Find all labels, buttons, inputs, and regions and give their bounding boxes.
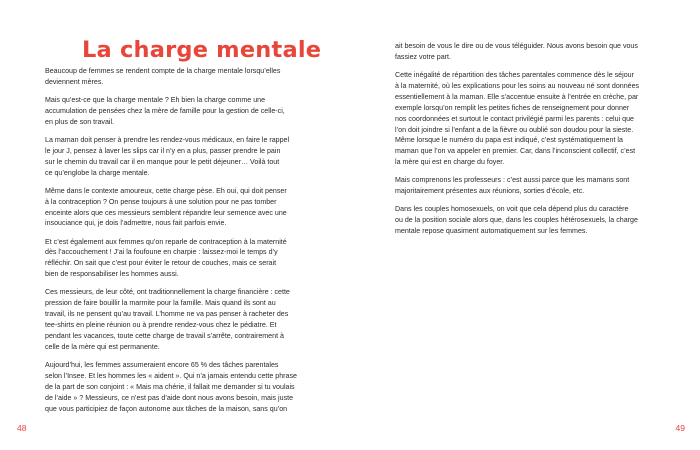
text-line: mentale repose quasiment automatiquement sur les femmes. [395, 227, 588, 236]
text-line: réfléchir. On sait que c’est pour éviter le retour de couches, mais ce serait [45, 259, 277, 268]
paragraph [45, 66, 318, 88]
text-line: insouciance qui, je dois l’admettre, nous fait parfois envie. [45, 219, 227, 228]
page-number-right: 49 [675, 423, 685, 433]
page-number-left: 48 [17, 423, 27, 433]
text-line: sur le chemin du travail car il en manque pour le petit déjeuner… Voilà tout [45, 157, 280, 166]
paragraph [395, 41, 668, 63]
text-line: nos coordonnées et surtout le contact privilégié parmi les parents : celui que [395, 114, 634, 123]
text-line: fassiez votre part. [395, 52, 451, 61]
text-line: maman que l’on va appeler en premier. Car, dans l’inconscient collectif, c’est [395, 147, 636, 156]
text-line: Même lorsque le numéro du papa est indiqué, c’est systématiquement la [395, 136, 623, 145]
chapter-title: La charge mentale [82, 37, 322, 63]
text-line: exemple lorsqu’on remplit les petites fiches de renseignement pour donner [395, 103, 630, 112]
text-line: travail, ils ne pensent qu’au travail. L’homme ne va pas penser à racheter des [45, 310, 289, 319]
paragraph [395, 70, 668, 168]
text-line: de la part de son conjoint : « Mais ma chérie, il fallait me demander si tu voulais [45, 382, 295, 391]
text-line: Et c’est également aux femmes qu’on reparle de contraception à la maternité [45, 237, 287, 246]
text-line: pression de faire bouillir la marmite pour la famille. Mais quand ils sont au [45, 299, 276, 308]
text-line: dès l’accouchement ! J’ai la foufoune en charpie : laissez-moi le temps d’y [45, 248, 278, 257]
text-line: ce qu’englobe la charge mentale. [45, 168, 150, 177]
paragraph [45, 237, 318, 281]
paragraph [45, 135, 318, 179]
text-line: accumulation de pensées chez la mère de famille pour la gestion de celle-ci, [45, 106, 285, 115]
text-line: Mais qu’est-ce que la charge mentale ? Eh bien la charge comme une [45, 96, 266, 104]
text-line: ou de la position sociale alors que, dans les couples hétérosexuels, la charge [395, 216, 638, 225]
text-line: en plus de son travail. [45, 117, 115, 126]
text-line: le jour J, pensez à laver les slips car il n’y en a plus, passer prendre le pain [45, 146, 281, 155]
text-line: ait besoin de vous le dire ou de vous téléguider. Nous avons besoin que vous [395, 42, 638, 50]
text-line: de l’aide » ? Messieurs, ce n’est pas d’aide dont nous avons besoin, mais juste [45, 393, 294, 402]
text-line: celle de la mère qui est permanente. [45, 342, 160, 351]
text-line: bien de responsabiliser les hommes aussi. [45, 270, 179, 279]
text-line: à la maternité, où les explications pour les soins au nouveau né sont données [395, 81, 640, 90]
right-text-column [395, 41, 668, 244]
text-line: La maman doit penser à prendre les rendez-vous médicaux, en faire le rappel [45, 135, 290, 144]
text-line: enceinte alors que ces messieurs semblent répandre leur semence avec une [45, 208, 287, 217]
paragraph [45, 360, 318, 415]
text-line: Dans les couples homosexuels, on voit que cela dépend plus du caractère [395, 205, 629, 214]
paragraph [395, 204, 668, 237]
text-line: l’on doit joindre si l’enfant a de la fièvre ou oublié son doudou pour la sieste. [395, 125, 634, 134]
right-page [350, 0, 700, 450]
left-text-column [45, 66, 318, 422]
text-line: selon l’Insee. Et les hommes les « aident ». Qui n’a jamais entendu cette phrase [45, 371, 297, 380]
text-line: essentiellement à la maman. Elle s’accentue ensuite à l’entrée en crèche, par [395, 92, 639, 101]
text-line: Même dans le contexte amoureux, cette charge pèse. Eh oui, qui doit penser [45, 186, 287, 195]
text-line: à la contraception ? On pense toujours à une solution pour ne pas tomber [45, 197, 277, 206]
paragraph [395, 175, 668, 197]
paragraph [45, 186, 318, 230]
text-line: Beaucoup de femmes se rendent compte de la charge mentale lorsqu’elles [45, 67, 281, 75]
text-line: Cette inégalité de répartition des tâches parentales commence dès le séjour [395, 71, 634, 79]
text-line: la mère qui est en charge du foyer. [395, 158, 505, 167]
text-line: Mais comprenons les professeurs : c’est aussi parce que les mamans sont [395, 176, 630, 185]
paragraph [45, 287, 318, 352]
text-line: Aujourd’hui, les femmes assumeraient encore 65 % des tâches parentales [45, 360, 279, 369]
text-line: pendant les vacances, toute cette charge de travail s’arrête, contrairement à [45, 331, 284, 340]
text-line: tee-shirts en pleine réunion ou à prendre rendez-vous chez le pédiatre. Et [45, 321, 277, 330]
text-line: deviennent mères. [45, 77, 104, 86]
text-line: que vous participiez de façon autonome aux tâches de la maison, sans qu’on [45, 404, 288, 413]
paragraph [45, 95, 318, 128]
text-line: Ces messieurs, de leur côté, ont traditionnellement la charge financière : cette [45, 288, 290, 297]
text-line: majoritairement présentes aux réunions, sorties d’école, etc. [395, 187, 585, 196]
